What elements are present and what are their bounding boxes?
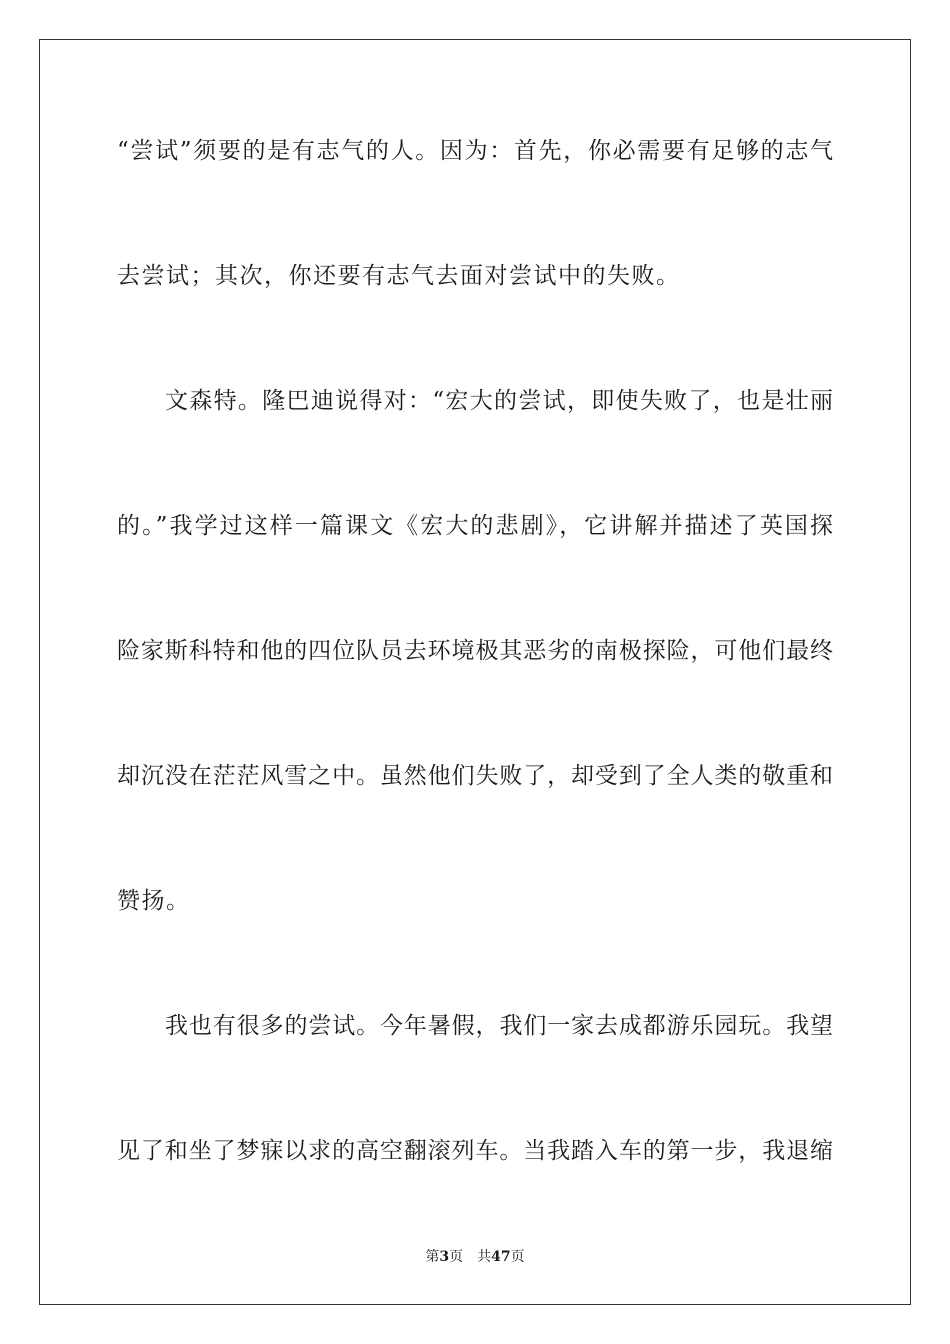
text-line-3: 文森特。隆巴迪说得对：“宏大的尝试，即使失败了，也是壮丽 — [165, 388, 833, 414]
text-line-9: 见了和坐了梦寐以求的高空翻滚列车。当我踏入车的第一步，我退缩 — [117, 1138, 833, 1164]
text-line-7: 赞扬。 — [117, 888, 191, 914]
footer-total-prefix: 共 — [477, 1249, 492, 1265]
text-line-2: 去尝试；其次，你还要有志气去面对尝试中的失败。 — [117, 263, 681, 289]
footer-total-suffix: 页 — [510, 1249, 525, 1265]
text-line-5: 险家斯科特和他的四位队员去环境极其恶劣的南极探险，可他们最终 — [117, 638, 833, 664]
footer-page-suffix: 页 — [449, 1249, 464, 1265]
page-footer — [0, 1248, 950, 1266]
text-line-8: 我也有很多的尝试。今年暑假，我们一家去成都游乐园玩。我望 — [165, 1013, 833, 1039]
footer-total-pages: 47 — [491, 1249, 511, 1265]
footer-page-prefix: 第 — [425, 1249, 440, 1265]
footer-page-number: 3 — [439, 1249, 450, 1265]
text-line-1: “尝试”须要的是有志气的人。因为：首先，你必需要有足够的志气 — [117, 138, 833, 164]
page-frame — [39, 39, 911, 1305]
text-line-6: 却沉没在茫茫风雪之中。虽然他们失败了，却受到了全人类的敬重和 — [117, 763, 833, 789]
text-line-4: 的。”我学过这样一篇课文《宏大的悲剧》，它讲解并描述了英国探 — [117, 513, 833, 539]
